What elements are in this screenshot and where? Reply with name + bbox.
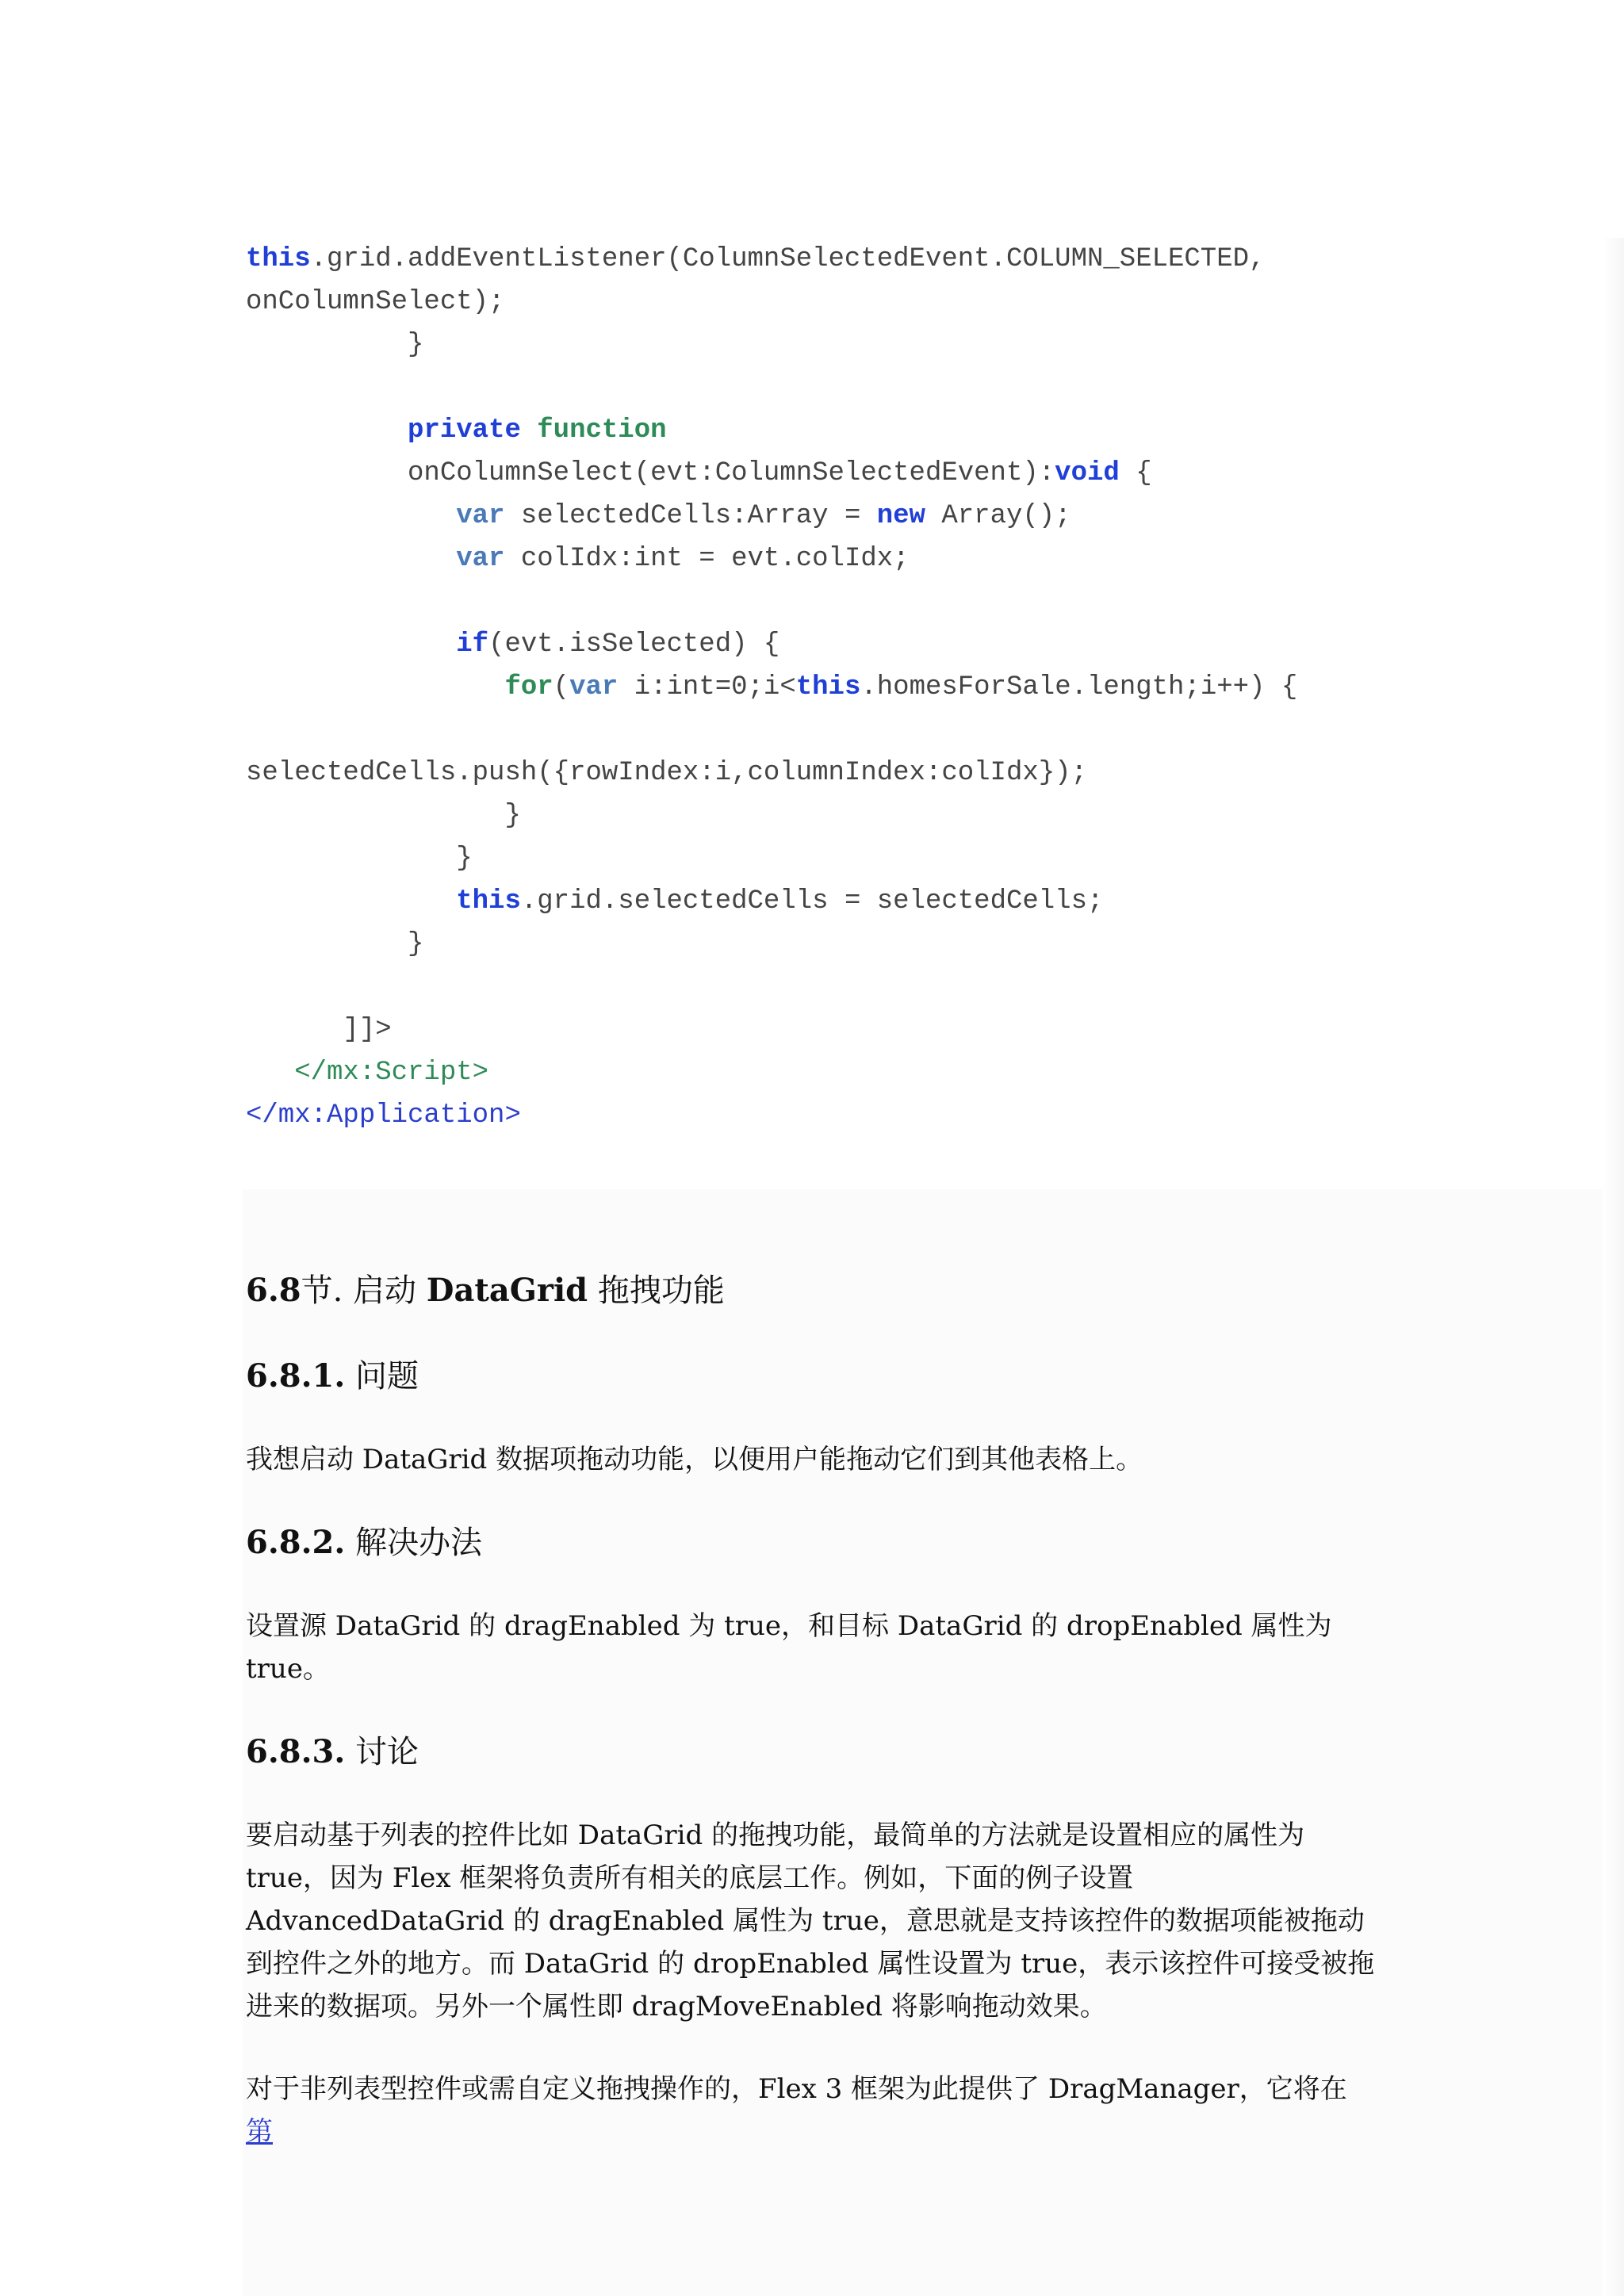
- code-token: }: [246, 929, 424, 959]
- subsection-heading-problem: [246, 1354, 1380, 1399]
- code-line: [246, 281, 1297, 323]
- code-line: [246, 580, 1297, 623]
- code-line: [246, 923, 1297, 966]
- code-line: [246, 366, 1297, 409]
- subsection-heading-solution: [246, 1521, 1380, 1565]
- code-token: }: [246, 330, 424, 360]
- code-token-keyword: var: [569, 672, 619, 702]
- code-token-keyword: var: [456, 501, 505, 531]
- code-line: [246, 538, 1297, 580]
- subsection-number: 6.8.2.: [246, 1524, 346, 1561]
- code-line: [246, 323, 1297, 366]
- code-token: ]]>: [246, 1015, 392, 1045]
- code-token: .grid.selectedCells = selectedCells;: [520, 886, 1104, 916]
- section-heading-suffix: 节. 启动: [301, 1272, 427, 1309]
- code-token-keyword: private: [408, 415, 521, 446]
- code-token: .grid.addEventListener(ColumnSelectedEvent.COLUMN_SELECTED,: [310, 244, 1266, 274]
- discussion-paragraph: 要启动基于列表的控件比如 DataGrid 的拖拽功能，最简单的方法就是设置相应的属性为true，因为 Flex 框架将负责所有相关的底层工作。例如，下面的例子设置 AdvancedDataGrid 的 dragEnabled 属性为 true，意思就是支持该控件的数据项能被拖动到控件之外的地方。而 DataGrid 的 dropEnabled 属性设置为 true，表示该控件可接受被拖进来的数据项。另外一个属性即 dragMoveEnabled 将影响拖动效果。: [246, 1820, 1375, 2022]
- code-token: }: [246, 801, 521, 831]
- code-token: i:int=0;i<: [618, 672, 796, 702]
- code-line: [246, 409, 1297, 452]
- code-token: }: [246, 844, 473, 874]
- document-body: [246, 1269, 1380, 2193]
- code-token: [521, 415, 537, 446]
- code-line: [246, 837, 1297, 880]
- subsection-number: 6.8.1.: [246, 1357, 346, 1395]
- code-line: [246, 623, 1297, 666]
- code-token: (evt.isSelected) {: [488, 629, 780, 660]
- code-line: [246, 752, 1297, 794]
- section-heading: [246, 1269, 1380, 1313]
- code-token: Array();: [925, 501, 1071, 531]
- discussion-paragraph-2: [246, 2068, 1380, 2153]
- code-token-keyword: function: [537, 415, 667, 446]
- code-token-keyword: new: [876, 501, 925, 531]
- code-token: colIdx:int = evt.colIdx;: [504, 544, 910, 574]
- code-line: [246, 1094, 1297, 1137]
- code-line: [246, 495, 1297, 538]
- section-heading-rest: 拖拽功能: [588, 1272, 725, 1309]
- code-token: selectedCells:Array =: [504, 501, 877, 531]
- code-token-keyword: this: [795, 672, 861, 702]
- code-token-keyword: this: [456, 886, 521, 916]
- subsection-title: 问题: [345, 1358, 419, 1395]
- code-line: [246, 966, 1297, 1008]
- code-token: [246, 886, 456, 916]
- code-token-keyword: this: [246, 244, 311, 274]
- section-heading-bold: DataGrid: [426, 1272, 588, 1309]
- code-token: selectedCells.push({rowIndex:i,columnIndex:colIdx});: [246, 758, 1087, 788]
- code-token-keyword: void: [1055, 458, 1120, 488]
- code-token: [246, 501, 456, 531]
- code-line: [246, 794, 1297, 837]
- code-token-keyword: var: [456, 544, 505, 574]
- code-token-keyword: </mx:Application>: [246, 1100, 521, 1131]
- problem-paragraph: 我想启动 DataGrid 数据项拖动功能，以便用户能拖动它们到其他表格上。: [246, 1444, 1143, 1475]
- code-line: [246, 238, 1297, 281]
- code-token: [246, 544, 456, 574]
- code-line: [246, 1008, 1297, 1051]
- subsection-number: 6.8.3.: [246, 1733, 346, 1770]
- code-line: [246, 880, 1297, 923]
- code-line: [246, 1051, 1297, 1094]
- code-token: [246, 672, 504, 702]
- solution-paragraph: 设置源 DataGrid 的 dragEnabled 为 true，和目标 DataGrid 的 dropEnabled 属性为 true。: [246, 1610, 1332, 1685]
- page-edge: [1602, 238, 1624, 2296]
- chapter-link[interactable]: 第: [246, 2116, 273, 2148]
- code-token: {: [1119, 458, 1152, 488]
- code-line: [246, 666, 1297, 709]
- code-token: .homesForSale.length;i++) {: [860, 672, 1298, 702]
- subsection-title: 讨论: [345, 1734, 419, 1770]
- code-line: [246, 709, 1297, 752]
- subsection-heading-discussion: [246, 1730, 1380, 1774]
- code-token: onColumnSelect(evt:ColumnSelectedEvent):: [246, 458, 1055, 488]
- code-token-keyword: for: [504, 672, 553, 702]
- discussion-text: 对于非列表型控件或需自定义拖拽操作的，Flex 3 框架为此提供了 DragManager，它将在: [246, 2073, 1347, 2105]
- code-token-keyword: if: [456, 629, 489, 660]
- subsection-title: 解决办法: [345, 1525, 482, 1561]
- code-token: [246, 629, 456, 660]
- code-token: (: [553, 672, 570, 702]
- code-token-keyword: </mx:Script>: [246, 1058, 489, 1088]
- code-token: [246, 415, 408, 446]
- code-block: [246, 238, 1297, 1137]
- section-number: 6.8: [246, 1272, 301, 1309]
- code-line: [246, 452, 1297, 495]
- code-token: onColumnSelect);: [246, 287, 505, 317]
